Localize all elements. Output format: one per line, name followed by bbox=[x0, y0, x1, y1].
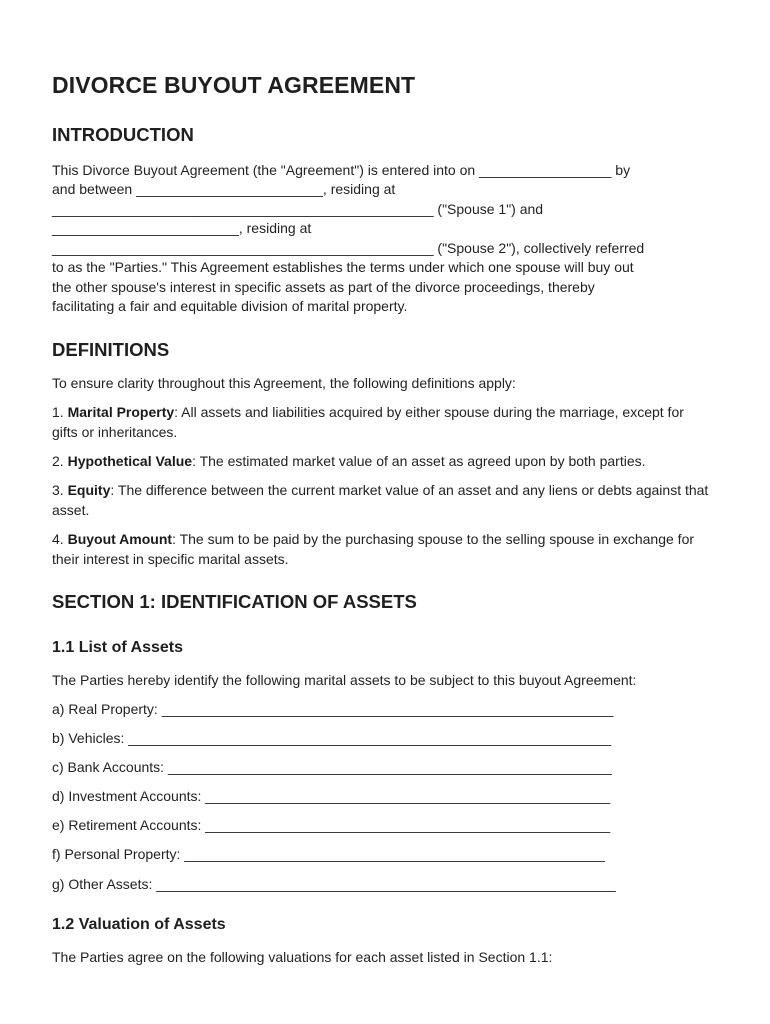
intro-line-1: This Divorce Buyout Agreement (the "Agreement") is entered into on _________________ by bbox=[52, 162, 631, 178]
definition-text: : All assets and liabilities acquired by either spouse during the marriage, except for gifts or inheritances. bbox=[52, 404, 684, 440]
definitions-heading: DEFINITIONS bbox=[52, 339, 170, 360]
definition-number: 2. bbox=[52, 453, 68, 469]
valuation-intro: The Parties agree on the following valuations for each asset listed in Section 1.1: bbox=[52, 949, 553, 965]
definition-item bbox=[52, 403, 712, 442]
definition-number: 3. bbox=[52, 482, 68, 498]
definition-item bbox=[52, 452, 712, 472]
definition-item bbox=[52, 481, 712, 520]
intro-line-5: _________________________________________________ ("Spouse 2"), collectively referred bbox=[52, 240, 645, 256]
definition-item bbox=[52, 530, 712, 569]
definition-term: Hypothetical Value bbox=[67, 453, 193, 469]
subsection-1-1-heading: 1.1 List of Assets bbox=[52, 639, 184, 656]
intro-line-6: to as the "Parties." This Agreement establishes the terms under which one spouse will buy out bbox=[52, 259, 634, 275]
asset-bank-accounts: c) Bank Accounts: _________________________________________________________ bbox=[52, 759, 612, 775]
subsection-1-2-heading: 1.2 Valuation of Assets bbox=[52, 916, 226, 933]
asset-investment-accounts: d) Investment Accounts: ____________________________________________________ bbox=[52, 788, 611, 804]
document-title: DIVORCE BUYOUT AGREEMENT bbox=[52, 72, 416, 98]
definition-term: Marital Property bbox=[67, 404, 175, 420]
introduction-heading: INTRODUCTION bbox=[52, 124, 194, 145]
asset-retirement-accounts: e) Retirement Accounts: ____________________________________________________ bbox=[52, 817, 611, 833]
definition-term: Equity bbox=[67, 482, 111, 498]
definitions-intro: To ensure clarity throughout this Agreement, the following definitions apply: bbox=[52, 375, 516, 391]
definition-term: Buyout Amount bbox=[67, 531, 173, 547]
definition-number: 4. bbox=[52, 531, 68, 547]
intro-line-4: ________________________, residing at bbox=[52, 220, 312, 236]
intro-line-2: and between ________________________, residing at bbox=[52, 181, 396, 197]
asset-other-assets: g) Other Assets: ___________________________________________________________ bbox=[52, 876, 616, 892]
intro-line-7: the other spouse's interest in specific assets as part of the divorce proceedings, thereby bbox=[52, 279, 595, 295]
assets-intro: The Parties hereby identify the following marital assets to be subject to this buyout Agreement: bbox=[52, 672, 637, 688]
intro-line-3: _________________________________________________ ("Spouse 1") and bbox=[52, 201, 544, 217]
definition-text: : The difference between the current market value of an asset and any liens or debts against that asset. bbox=[52, 482, 709, 518]
definition-text: : The estimated market value of an asset as agreed upon by both parties. bbox=[192, 453, 646, 469]
asset-personal-property: f) Personal Property: ______________________________________________________ bbox=[52, 846, 605, 862]
definition-number: 1. bbox=[52, 404, 68, 420]
asset-vehicles: b) Vehicles: ______________________________________________________________ bbox=[52, 730, 612, 746]
asset-real-property: a) Real Property: __________________________________________________________ bbox=[52, 701, 614, 717]
section-1-heading: SECTION 1: IDENTIFICATION OF ASSETS bbox=[52, 591, 417, 612]
definition-text: : The sum to be paid by the purchasing spouse to the selling spouse in exchange for their interest in specific marital assets. bbox=[52, 531, 695, 567]
intro-line-8: facilitating a fair and equitable division of marital property. bbox=[52, 298, 408, 314]
